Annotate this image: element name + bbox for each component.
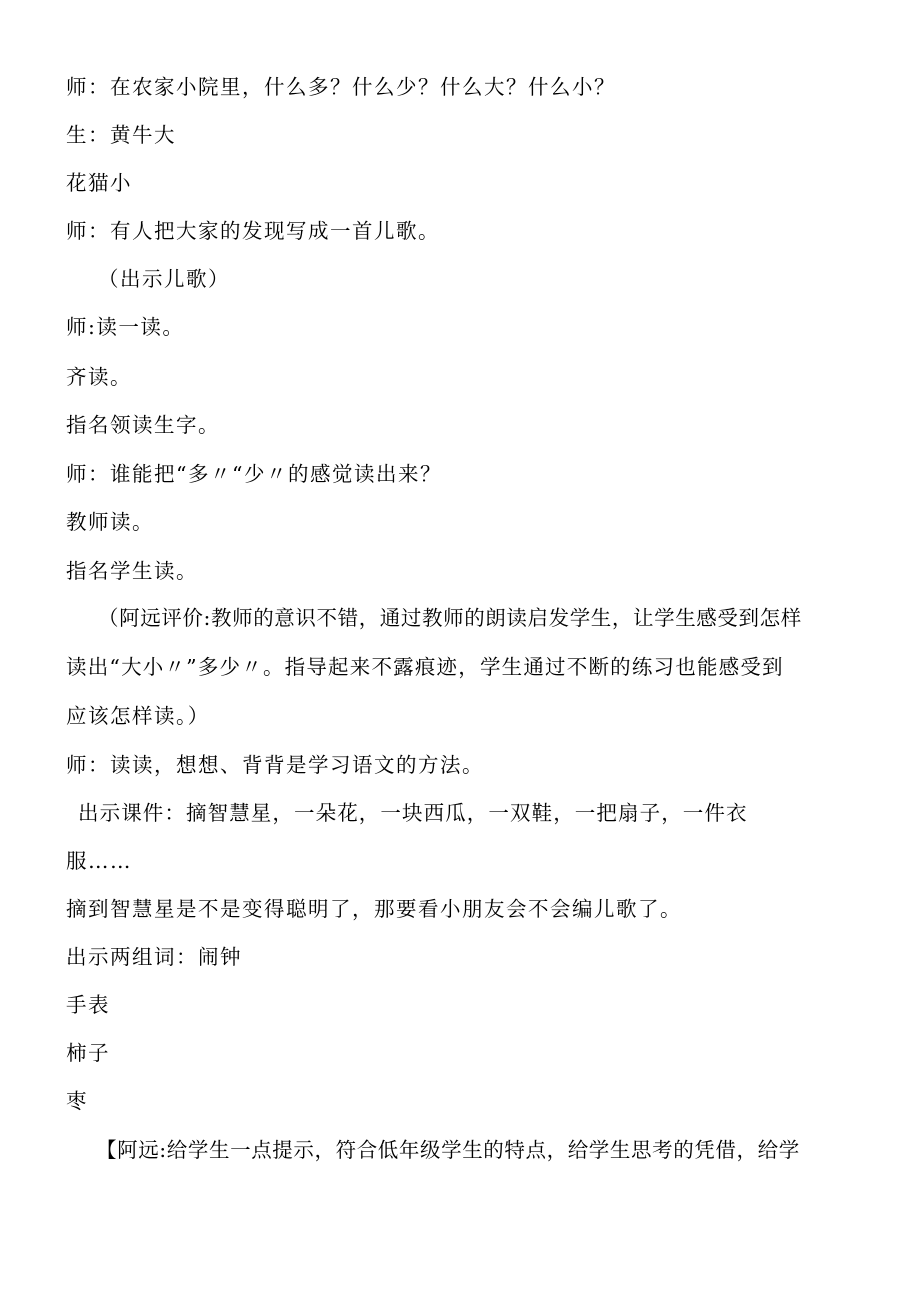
text-line-20: 手表 <box>66 993 110 1017</box>
text-line-10: 教师读。 <box>66 510 154 534</box>
text-line-2: 生：黄牛大 <box>66 123 176 147</box>
text-line-11: 指名学生读。 <box>66 559 198 583</box>
text-line-16: 出示课件：摘智慧星，一朵花，一块西瓜，一双鞋，一把扇子，一件衣 <box>78 801 748 825</box>
text-line-8: 指名领读生字。 <box>66 413 220 437</box>
text-line-19: 出示两组词：闹钟 <box>66 945 242 969</box>
text-line-7: 齐读。 <box>66 365 132 389</box>
text-line-3: 花猫小 <box>66 171 132 195</box>
text-line-23: 【阿远:给学生一点提示，符合低年级学生的特点，给学生思考的凭借，给学 <box>96 1138 800 1162</box>
text-line-21: 柿子 <box>66 1041 110 1065</box>
text-line-15: 师：读读，想想、背背是学习语文的方法。 <box>66 753 484 777</box>
text-line-5: （出示儿歌） <box>98 267 230 291</box>
text-line-17: 服…… <box>66 849 132 873</box>
text-line-4: 师：有人把大家的发现写成一首儿歌。 <box>66 219 440 243</box>
text-line-9: 师：谁能把“多〃“少〃的感觉读出来？ <box>66 462 442 486</box>
text-line-14: 应该怎样读。） <box>66 704 210 728</box>
text-line-18: 摘到智慧星是不是变得聪明了，那要看小朋友会不会编儿歌了。 <box>66 897 682 921</box>
text-line-6: 师:读一读。 <box>66 315 185 339</box>
text-line-22: 枣 <box>66 1089 88 1113</box>
text-line-1: 师：在农家小院里，什么多？什么少？什么大？什么小？ <box>66 75 616 99</box>
text-line-12: （阿远评价:教师的意识不错，通过教师的朗读启发学生，让学生感受到怎样 <box>98 606 802 630</box>
text-line-13: 读出“大小〃”多少〃。指导起来不露痕迹，学生通过不断的练习也能感受到 <box>66 655 784 679</box>
